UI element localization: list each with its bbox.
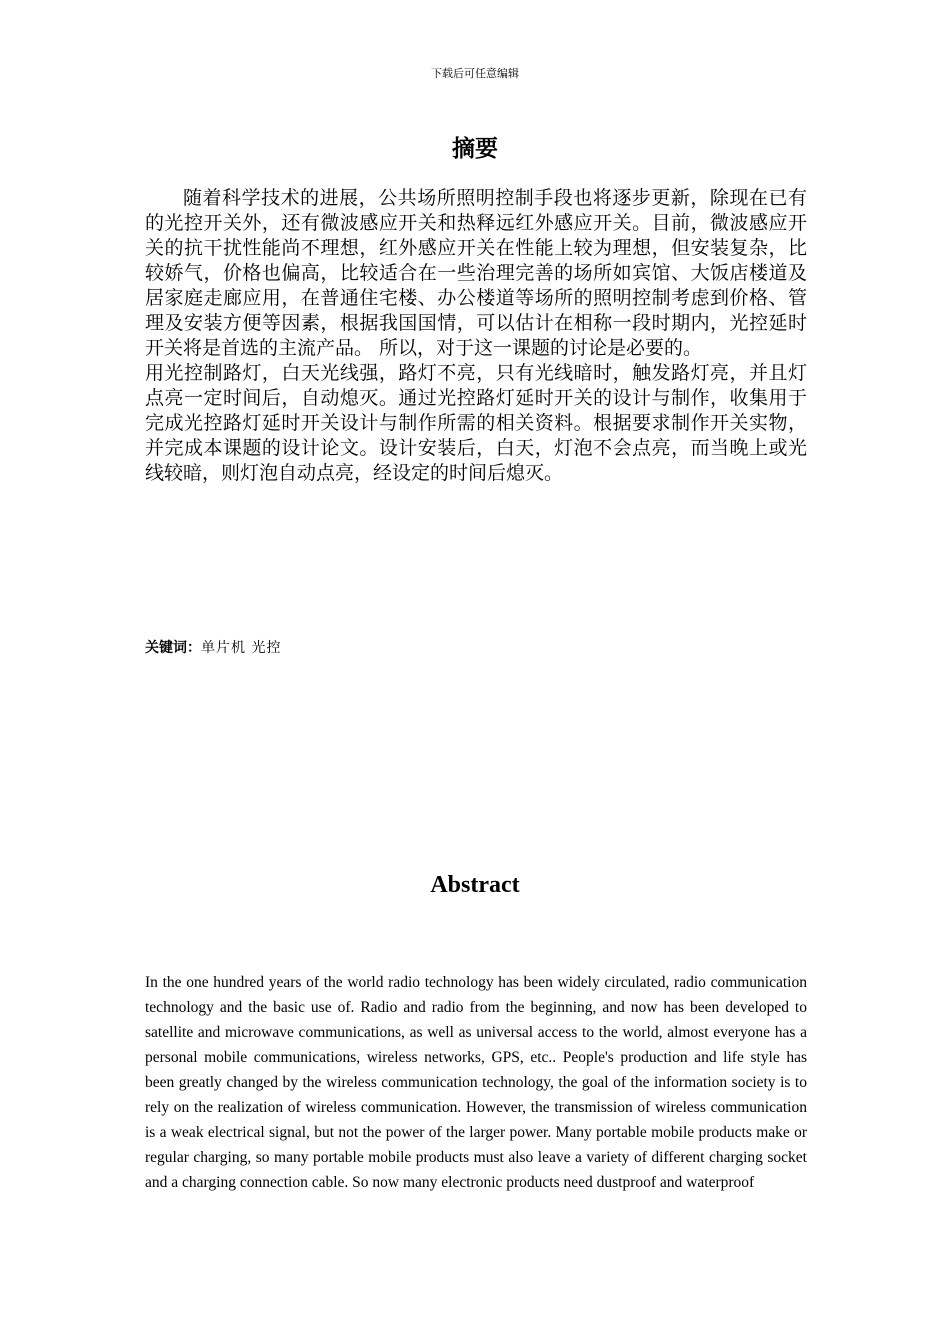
abstract-en-paragraph: In the one hundred years of the world radio technology has been widely circulated, radio communication technology and the basic use of. Radio and radio from the beginning, and now has been developed to satellite and microwave communications, as well as universal access to the world, almost everyone has a personal mobile communications, wireless networks, GPS, etc.. People's production and life style has been greatly changed by the wireless communication technology, the goal of the information society is to rely on the realization of wireless communication. However, the transmission of wireless communication is a weak electrical signal, but not the power of the larger power. Many portable mobile products make or regular charging, so many portable mobile products must also leave a variety of different charging socket and a charging connection cable. So now many electronic products need dustproof and waterproof <box>145 974 807 1191</box>
abstract-cn-paragraph-1: 随着科学技术的进展，公共场所照明控制手段也将逐步更新，除现在已有的光控开关外，还有微波感应开关和热释远红外感应开关。目前，微波感应开关的抗干扰性能尚不理想，红外感应开关在性能上较为理想，但安装复杂，比较娇气，价格也偏高，比较适合在一些治理完善的场所如宾馆、大饭店楼道及居家庭走廊应用，在普通住宅楼、办公楼道等场所的照明控制考虑到价格、管理及安装方便等因素，根据我国国情，可以估计在相称一段时期内，光控延时开关将是首选的主流产品。 所以，对于这一课题的讨论是必要的。 <box>145 187 807 359</box>
abstract-cn-body <box>145 186 807 486</box>
abstract-en-body <box>145 970 807 1195</box>
abstract-en-title: Abstract <box>430 872 520 898</box>
abstract-cn-title: 摘要 <box>452 136 498 162</box>
keywords-line <box>145 637 807 659</box>
abstract-cn-paragraph-2: 用光控制路灯，白天光线强，路灯不亮，只有光线暗时，触发路灯亮，并且灯点亮一定时间后，自动熄灭。通过光控路灯延时开关的设计与制作，收集用于完成光控路灯延时开关设计与制作所需的相关资料。根据要求制作开关实物，并完成本课题的设计论文。设计安装后，白天，灯泡不会点亮，而当晚上或光线较暗，则灯泡自动点亮，经设定的时间后熄灭。 <box>145 362 807 484</box>
download-note: 下载后可任意编辑 <box>431 67 519 80</box>
keywords-value: 单片机 光控 <box>201 640 282 656</box>
keywords-label: 关键词： <box>145 640 201 656</box>
